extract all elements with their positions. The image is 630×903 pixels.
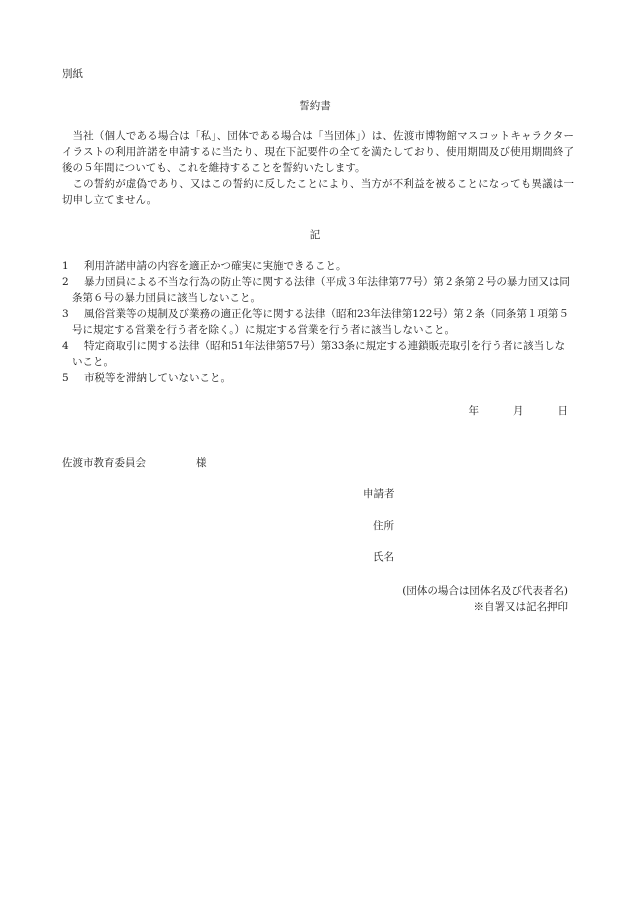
- clause-text: 市税等を滞納していないこと。: [84, 372, 231, 384]
- clause-text: 風俗営業等の規制及び業務の適正化等に関する法律（昭和23年法律第122号）第２条（同条第１項第５号に規定する営業を行う者を除く。）に規定する営業を行う者に該当しないこと。: [72, 308, 569, 336]
- date-day: 日: [557, 405, 568, 417]
- address-label: 住所: [373, 520, 394, 532]
- clause-item: [62, 274, 574, 306]
- applicant-label: 申請者: [363, 488, 395, 500]
- clause-item: [62, 338, 574, 370]
- date-year: 年: [468, 405, 479, 417]
- addressee-name: 佐渡市教育委員会: [62, 457, 146, 469]
- clause-number: 5: [62, 372, 69, 384]
- document-title: 誓約書: [299, 100, 331, 112]
- intro-paragraph-1: 当社（個人である場合は「私」、団体である場合は「当団体」）は、佐渡市博物館マスコットキャラクターイラストの利用許諾を申請するに当たり、現在下記要件の全てを満たしており、使用期間及び使用期間終了後の５年間についても、これを維持することを誓約いたします。: [62, 130, 574, 174]
- intro-section: [62, 128, 574, 208]
- date-line: [469, 403, 569, 419]
- clause-number: 2: [62, 276, 69, 288]
- date-month: 月: [513, 405, 524, 417]
- intro-paragraph-2: この誓約が虚偽であり、又はこの誓約に反したことにより、当方が不利益を被ることになっても異議は一切申し立てません。: [62, 178, 574, 206]
- clause-number: 3: [62, 308, 69, 320]
- clause-number: 4: [62, 340, 69, 352]
- clause-item: [62, 306, 574, 338]
- addressee-honorific: 様: [196, 457, 207, 469]
- clause-text: 暴力団員による不当な行為の防止等に関する法律（平成３年法律第77号）第２条第２号の暴力団又は同条第６号の暴力団員に該当しないこと。: [72, 276, 570, 304]
- name-label: 氏名: [373, 551, 394, 563]
- ki-heading: 記: [309, 229, 321, 241]
- clause-number: 1: [62, 260, 69, 272]
- signature-note: ※自署又は記名押印: [473, 601, 568, 613]
- attachment-label: 別紙: [62, 68, 83, 80]
- clause-text: 特定商取引に関する法律（昭和51年法律第57号）第33条に規定する連鎖販売取引を行う者に該当しないこと。: [72, 340, 566, 368]
- addressee-line: [62, 455, 207, 471]
- group-note: (団体の場合は団体名及び代表者名): [402, 585, 568, 597]
- clause-text: 利用許諾申請の内容を適正かつ確実に実施できること。: [84, 260, 347, 272]
- clause-item: [62, 370, 574, 386]
- clause-item: [62, 258, 574, 274]
- clause-list: [62, 258, 574, 386]
